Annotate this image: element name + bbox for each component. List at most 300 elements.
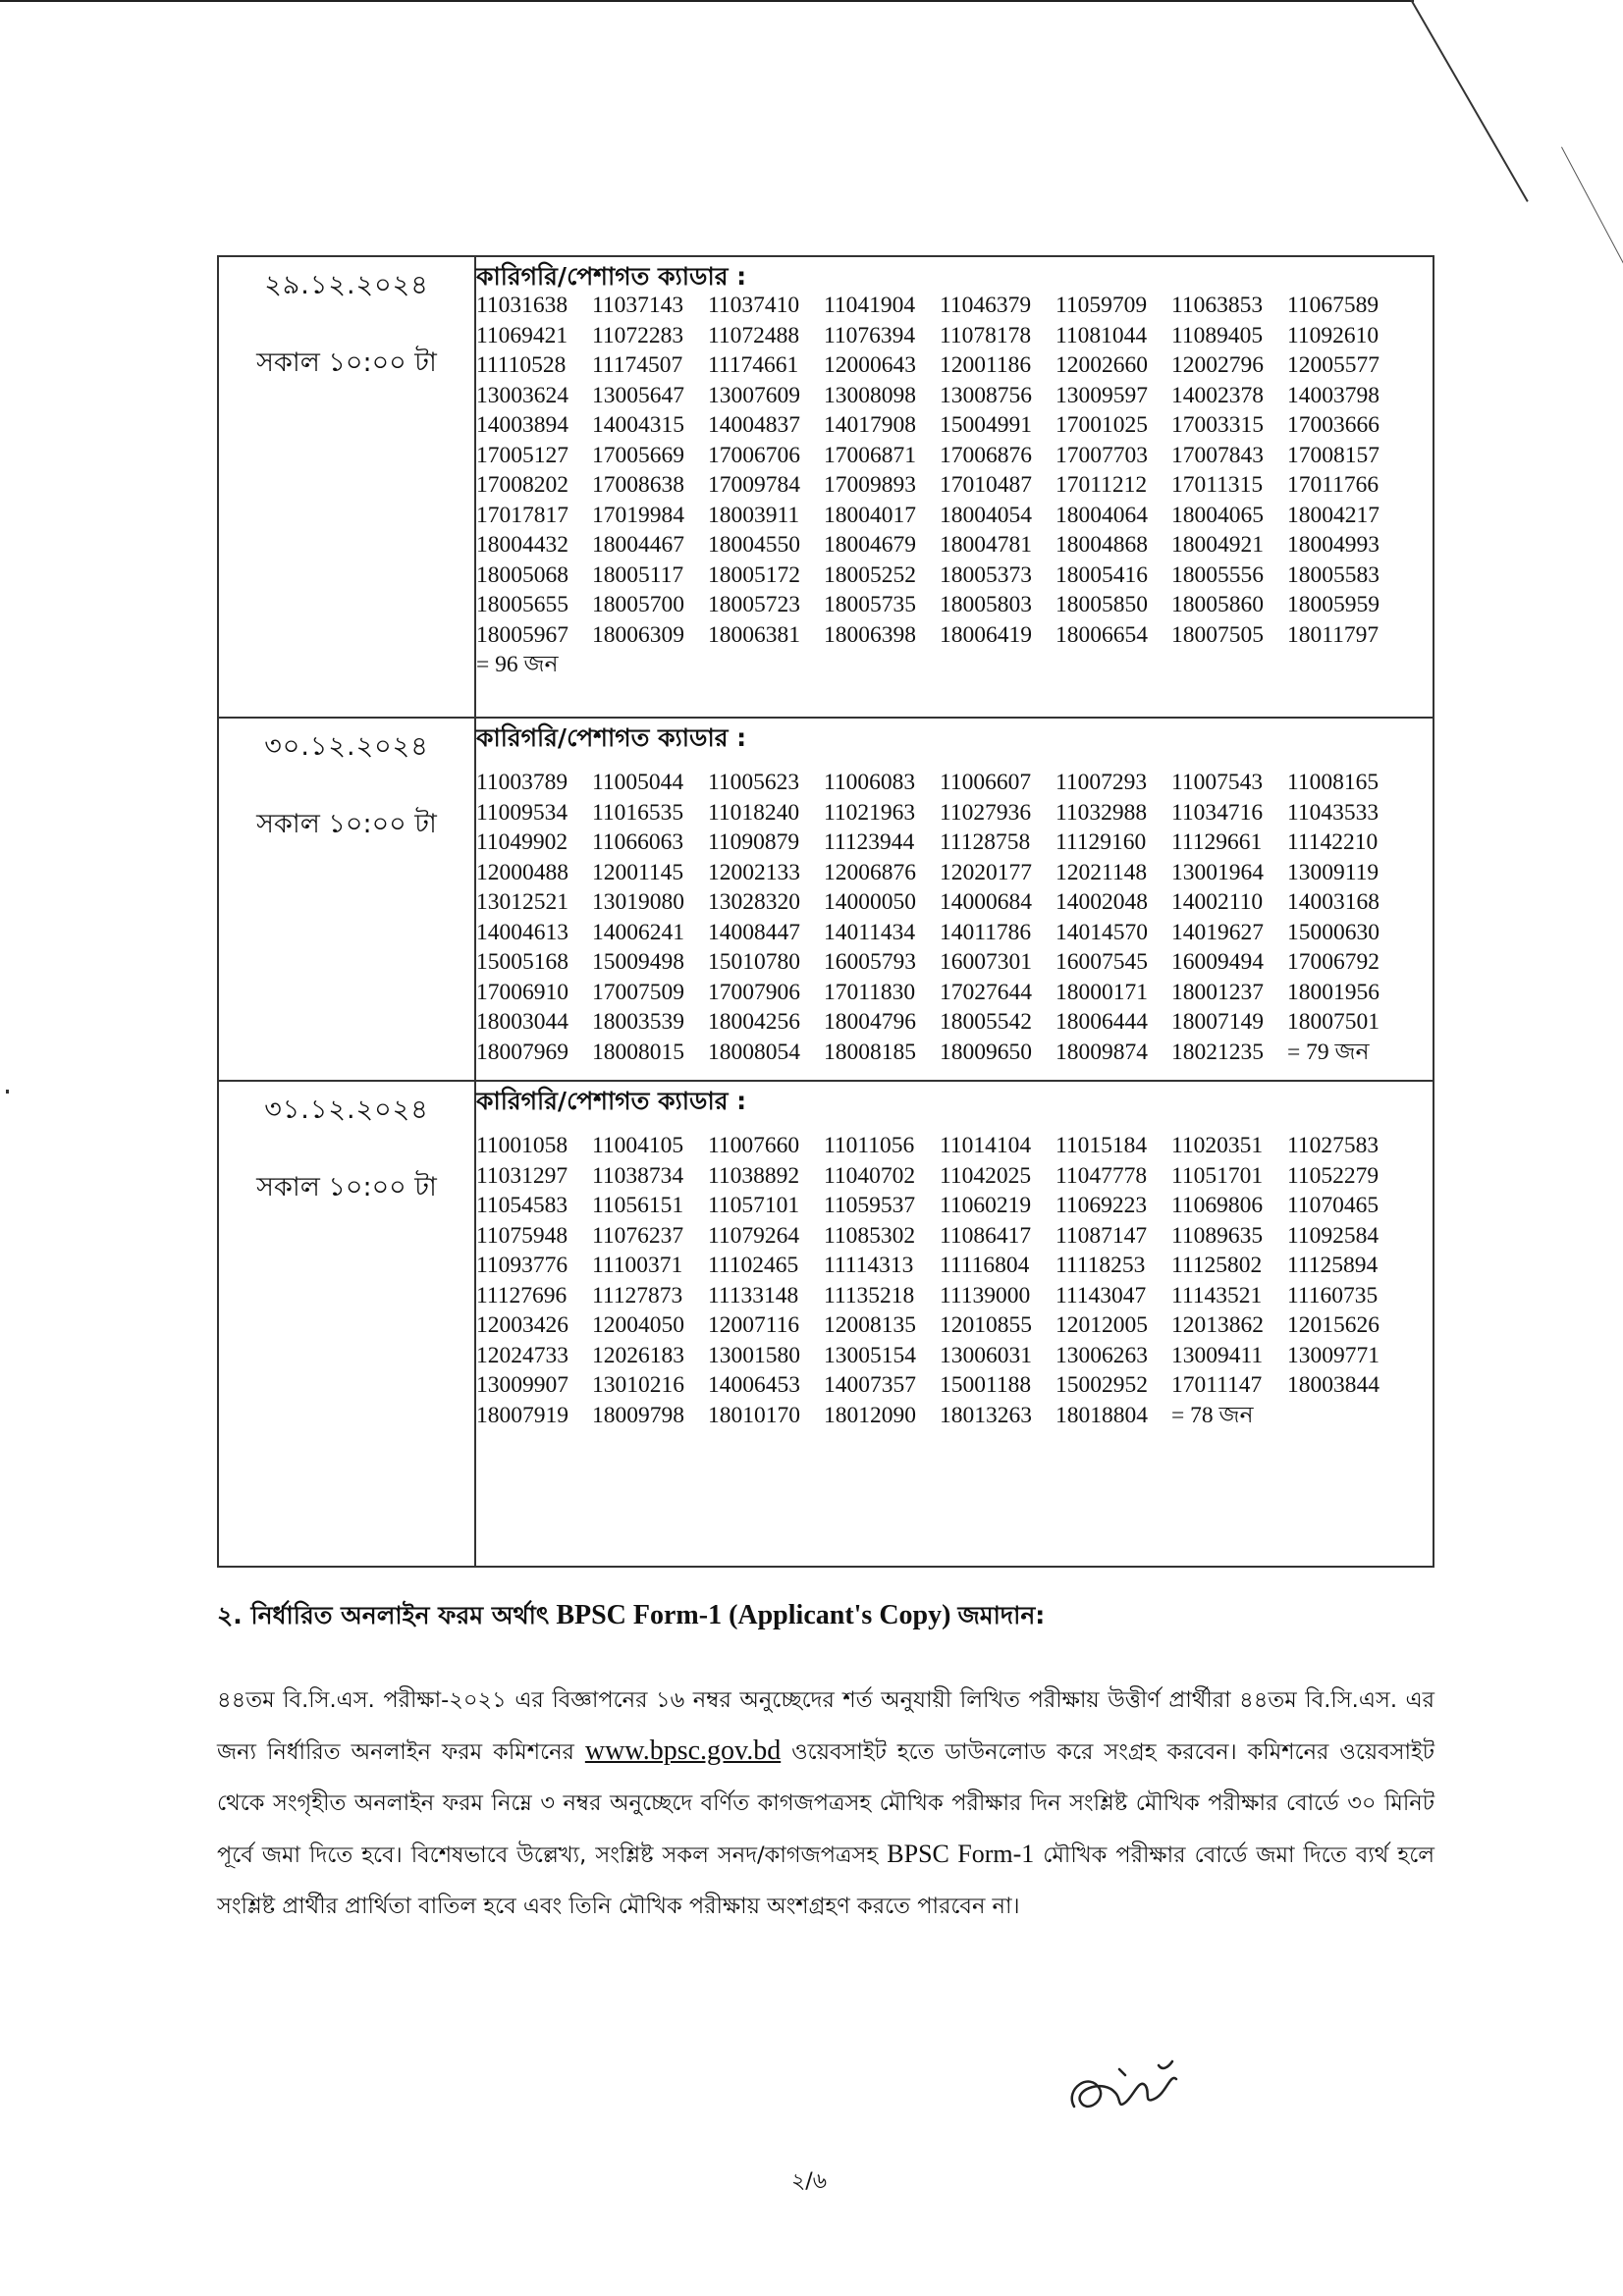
roll-number: 12001186 [940, 352, 1032, 378]
roll-number: 18018804 [1055, 1402, 1148, 1428]
roll-number: 12020177 [940, 859, 1032, 885]
roll-number: 18005416 [1055, 561, 1148, 588]
roll-number: 11114313 [824, 1253, 914, 1278]
scan-fold-line [1409, 0, 1529, 202]
roll-number: 13008756 [940, 382, 1032, 408]
roll-number: 11089405 [1171, 322, 1264, 348]
roll-number-row [476, 858, 1433, 888]
schedule-day-row [218, 718, 1434, 1081]
roll-number-row [476, 620, 1433, 651]
roll-number: 13006263 [1055, 1342, 1148, 1368]
roll-number: 12012005 [1055, 1312, 1148, 1338]
roll-number: 14014570 [1055, 919, 1148, 945]
schedule-day-row [218, 256, 1434, 718]
roll-number: 18004796 [824, 1009, 916, 1035]
instruction-paragraph [217, 1675, 1434, 1932]
roll-number: 11092610 [1287, 322, 1380, 348]
roll-number: 18008015 [592, 1039, 684, 1065]
roll-number-row [476, 470, 1433, 501]
roll-number: 17007703 [1055, 442, 1148, 468]
roll-number-row [476, 410, 1433, 441]
roll-number: 18005117 [592, 561, 684, 588]
roll-number-row [476, 291, 1433, 321]
roll-number: 11070465 [1287, 1193, 1380, 1218]
roll-number-row [476, 1221, 1433, 1252]
roll-number: 17001025 [1055, 412, 1148, 438]
roll-number: 18004064 [1055, 502, 1148, 528]
roll-number: 12002660 [1055, 352, 1148, 378]
roll-number: 11052279 [1287, 1162, 1380, 1189]
roll-number: 18008054 [708, 1039, 800, 1065]
roll-number: 17007509 [592, 979, 684, 1005]
roll-number: 11125802 [1171, 1253, 1263, 1278]
roll-number: 11092584 [1287, 1222, 1380, 1249]
roll-number: 11127696 [476, 1282, 568, 1308]
roll-number: 11123944 [824, 829, 915, 855]
roll-number: 17006706 [708, 442, 800, 468]
roll-number: 11046379 [940, 293, 1032, 318]
roll-number-row [476, 828, 1433, 858]
roll-number: 11040702 [824, 1162, 916, 1189]
roll-number: 17006910 [476, 979, 568, 1005]
roll-number: 18005583 [1287, 561, 1380, 588]
exam-date: ২৯.১২.২০২৪ [264, 270, 429, 300]
roll-number: 12002796 [1171, 352, 1264, 378]
roll-number-row [476, 947, 1433, 978]
roll-number: 17008157 [1287, 442, 1380, 468]
roll-number: 11142210 [1287, 829, 1379, 855]
roll-number: 12021148 [1055, 859, 1148, 885]
roll-number: 18009874 [1055, 1039, 1148, 1065]
roll-number: 11059709 [1055, 293, 1148, 318]
roll-number: 18005803 [940, 592, 1032, 617]
roll-number: 15000630 [1287, 919, 1380, 945]
roll-number: 13009597 [1055, 382, 1148, 408]
roll-number: 14000050 [824, 889, 916, 915]
roll-number: 18004256 [708, 1009, 800, 1035]
roll-number: 14006453 [708, 1372, 800, 1398]
roll-number: 11005044 [592, 770, 684, 795]
roll-number: 15002952 [1055, 1372, 1148, 1398]
roll-number: 18005252 [824, 561, 916, 588]
roll-number: 11020351 [1171, 1133, 1264, 1158]
roll-number: 11063853 [1171, 293, 1264, 318]
roll-number: 16007301 [940, 949, 1032, 975]
roll-number: 11143521 [1171, 1282, 1263, 1308]
roll-number: 14007357 [824, 1372, 916, 1398]
roll-number-row [476, 1401, 1433, 1431]
exam-time: সকাল ১০:০০ টা [256, 809, 437, 839]
roll-number: 11054583 [476, 1193, 568, 1218]
roll-number: 12013862 [1171, 1312, 1264, 1338]
roll-number: 11086417 [940, 1222, 1032, 1249]
roll-number: 12015626 [1287, 1312, 1380, 1338]
roll-number: 18004921 [1171, 532, 1264, 558]
roll-number: 18004467 [592, 532, 684, 558]
roll-number: 17011766 [1287, 472, 1380, 498]
roll-number: 11041904 [824, 293, 916, 318]
roll-number: 17011212 [1055, 472, 1148, 498]
cadre-heading: কারিগরি/পেশাগত ক্যাডার : [476, 1087, 747, 1115]
heading-form-name: BPSC Form-1 (Applicant's Copy) [556, 1600, 951, 1630]
roll-number: 11027583 [1287, 1133, 1380, 1158]
roll-number: 11034716 [1171, 799, 1264, 826]
roll-number: 12006876 [824, 859, 916, 885]
roll-number-row [476, 1251, 1433, 1281]
exam-date: ৩১.১২.২০২৪ [264, 1095, 429, 1125]
roll-number: 11076394 [824, 322, 916, 348]
roll-number: 11011056 [824, 1133, 915, 1158]
roll-number: 11060219 [940, 1193, 1032, 1218]
paragraph-text: মৌখিক পরীক্ষার বোর্ডে জমা দিতে ব্যর্থ হলে সংশ্লিষ্ট প্রার্থীর প্রার্থিতা বাতিল হবে এবং তিনি মৌখিক পরীক্ষায় অংশগ্রহণ করতে পারবেন না। [217, 1842, 1435, 1919]
roll-number: 11069421 [476, 322, 568, 348]
roll-number: 17010487 [940, 472, 1032, 498]
roll-number: 11009534 [476, 799, 568, 826]
roll-number: 11078178 [940, 322, 1032, 348]
roll-number: 11100371 [592, 1253, 683, 1278]
roll-number: 18003044 [476, 1009, 568, 1035]
roll-number: 12002133 [708, 859, 800, 885]
roll-number: 18004993 [1287, 532, 1380, 558]
roll-number: 14002110 [1171, 889, 1264, 915]
date-cell [218, 1081, 475, 1567]
roll-number: 13005647 [592, 382, 684, 408]
roll-number: 18003911 [708, 502, 800, 528]
viva-schedule-table [217, 255, 1434, 1568]
roll-number: 18006654 [1055, 621, 1148, 648]
roll-number-row [476, 441, 1433, 471]
roll-number: 18021235 [1171, 1039, 1264, 1065]
roll-number-row [476, 1310, 1433, 1341]
roll-number: 18006419 [940, 621, 1032, 648]
exam-time: সকাল ১০:০০ টা [256, 1172, 437, 1202]
roll-number: 17019984 [592, 502, 684, 528]
roll-number: 11133148 [708, 1282, 799, 1308]
roll-number: 15009498 [592, 949, 684, 975]
roll-number: 11042025 [940, 1162, 1032, 1189]
roll-number: 11069223 [1055, 1193, 1148, 1218]
roll-number: 13006031 [940, 1342, 1032, 1368]
date-cell [218, 718, 475, 1081]
roll-number-row [476, 1191, 1433, 1221]
roll-number-row [476, 1038, 1433, 1068]
roll-number: 18007969 [476, 1039, 568, 1065]
roll-number: 14019627 [1171, 919, 1264, 945]
roll-number: 14003894 [476, 412, 568, 438]
roll-number: 11018240 [708, 799, 800, 826]
roll-number: 18003539 [592, 1009, 684, 1035]
roll-number: 12003426 [476, 1312, 568, 1338]
roll-number: 17008638 [592, 472, 684, 498]
roll-number-row [476, 1370, 1433, 1401]
roll-number: 11059537 [824, 1193, 916, 1218]
roll-number: 17008202 [476, 472, 568, 498]
roll-number-row [476, 501, 1433, 531]
roll-number: 18005959 [1287, 592, 1380, 617]
roll-number: 18007149 [1171, 1009, 1264, 1035]
roll-number: 11089635 [1171, 1222, 1264, 1249]
candidate-total: = 96 জন [476, 652, 559, 677]
roll-number: 18011797 [1287, 621, 1380, 648]
section-heading [217, 1596, 1434, 1638]
roll-number: 12000643 [824, 352, 916, 378]
roll-number: 14008447 [708, 919, 800, 945]
roll-number: 11016535 [592, 799, 684, 826]
roll-number: 18005723 [708, 592, 800, 617]
roll-number: 18005700 [592, 592, 684, 617]
heading-text-bn: ২. নির্ধারিত অনলাইন ফরম অর্থাৎ [217, 1601, 550, 1629]
roll-number: 17005127 [476, 442, 568, 468]
roll-number: 11007293 [1055, 770, 1148, 795]
date-cell [218, 256, 475, 718]
roll-number: 11037143 [592, 293, 684, 318]
roll-number: 18004217 [1287, 502, 1380, 528]
schedule-day-row [218, 1081, 1434, 1567]
roll-number: 12007116 [708, 1312, 800, 1338]
roll-number: 14003798 [1287, 382, 1380, 408]
roll-number: 11032988 [1055, 799, 1148, 826]
roll-number: 13005154 [824, 1342, 916, 1368]
roll-number: 13009907 [476, 1372, 568, 1398]
roll-number: 18004550 [708, 532, 800, 558]
roll-number: 12010855 [940, 1312, 1032, 1338]
roll-number: 18006381 [708, 621, 800, 648]
roll-number: 11110528 [476, 352, 567, 378]
roll-number-row [476, 918, 1433, 948]
roll-number: 13009119 [1287, 859, 1380, 885]
roll-number: 13001964 [1171, 859, 1264, 885]
roll-number: 14002048 [1055, 889, 1148, 915]
roll-number: 15005168 [476, 949, 568, 975]
roll-number: 11006607 [940, 770, 1032, 795]
paragraph-text: ওয়েবসাইট হতে ডাউনলোড করে সংগ্রহ করবেন। কমিশনের ওয়েবসাইট থেকে সংগৃহীত অনলাইন ফরম নিম্নে ৩ নম্বর অনুচ্ছেদে বর্ণিত কাগজপত্রসহ মৌখিক পরীক্ষার দিন সংশ্লিষ্ট মৌখিক পরীক্ষার বোর্ডে ৩০ মিনিট পূর্বে জমা দিতে হবে। বিশেষভাবে উল্লেখ্য, সংশ্লিষ্ট সকল সনদ/কাগজপত্রসহ [217, 1739, 1435, 1868]
roll-number: 18005556 [1171, 561, 1264, 588]
roll-number: 17006792 [1287, 949, 1380, 975]
roll-number: 18001956 [1287, 979, 1380, 1005]
roll-number: 14000684 [940, 889, 1032, 915]
roll-number: 11043533 [1287, 799, 1380, 826]
roll-number: 12005577 [1287, 352, 1380, 378]
roll-number: 14003168 [1287, 889, 1380, 915]
roll-number: 11076237 [592, 1222, 684, 1249]
roll-number: 15010780 [708, 949, 800, 975]
roll-number: 11003789 [476, 770, 568, 795]
roll-number: 18008185 [824, 1039, 916, 1065]
roll-number: 13007609 [708, 382, 800, 408]
roll-number: 18004868 [1055, 532, 1148, 558]
roll-list-cell [475, 718, 1434, 1081]
roll-number: 17007843 [1171, 442, 1264, 468]
roll-number: 11051701 [1171, 1162, 1264, 1189]
roll-number: 11079264 [708, 1222, 800, 1249]
roll-number: 11001058 [476, 1133, 568, 1158]
roll-number: 16007545 [1055, 949, 1148, 975]
roll-number: 17006871 [824, 442, 916, 468]
roll-number: 11007660 [708, 1133, 800, 1158]
exam-date: ৩০.১২.২০২৪ [264, 731, 429, 762]
roll-number: 12000488 [476, 859, 568, 885]
roll-number: 14011786 [940, 919, 1032, 945]
roll-number: 18009798 [592, 1402, 684, 1428]
roll-number: 18000171 [1055, 979, 1148, 1005]
roll-number: 11139000 [940, 1282, 1031, 1308]
roll-number: 11125894 [1287, 1253, 1379, 1278]
roll-number: 15001188 [940, 1372, 1032, 1398]
roll-number: 11093776 [476, 1253, 568, 1278]
roll-number: 11027936 [940, 799, 1032, 826]
roll-number: 11037410 [708, 293, 800, 318]
roll-number: 11174507 [592, 352, 683, 378]
roll-number: 11085302 [824, 1222, 916, 1249]
roll-number-row [476, 768, 1433, 798]
roll-number-row [476, 887, 1433, 918]
roll-number: 11116804 [940, 1253, 1030, 1278]
roll-number: 11069806 [1171, 1193, 1264, 1218]
roll-number: 17006876 [940, 442, 1032, 468]
roll-number-row [476, 350, 1433, 381]
roll-number: 11087147 [1055, 1222, 1148, 1249]
roll-number: 13019080 [592, 889, 684, 915]
roll-number-row [476, 561, 1433, 591]
roll-number: 17009784 [708, 472, 800, 498]
roll-number: 17011147 [1171, 1372, 1263, 1398]
roll-number: 12008135 [824, 1312, 916, 1338]
roll-number: 17003666 [1287, 412, 1380, 438]
roll-number: 12001145 [592, 859, 684, 885]
roll-number: 18004017 [824, 502, 916, 528]
roll-number: 14002378 [1171, 382, 1264, 408]
roll-number: 18001237 [1171, 979, 1264, 1005]
roll-number: 14011434 [824, 919, 916, 945]
roll-number: 14004613 [476, 919, 568, 945]
roll-number: 18005172 [708, 561, 800, 588]
roll-number: 11066063 [592, 829, 684, 855]
roll-number-row [476, 798, 1433, 828]
roll-number-row [476, 1341, 1433, 1371]
roll-number: 11081044 [1055, 322, 1148, 348]
roll-number-row [476, 1131, 1433, 1161]
roll-list-cell [475, 1081, 1434, 1567]
roll-number: 18007505 [1171, 621, 1264, 648]
roll-number: 12004050 [592, 1312, 684, 1338]
candidate-total: = 78 জন [1171, 1402, 1254, 1428]
roll-number: 13009771 [1287, 1342, 1380, 1368]
roll-number: 11004105 [592, 1133, 684, 1158]
roll-number: 18009650 [940, 1039, 1032, 1065]
roll-number: 13012521 [476, 889, 568, 915]
roll-number: 18004054 [940, 502, 1032, 528]
roll-number: 18006398 [824, 621, 916, 648]
roll-number: 13010216 [592, 1372, 684, 1398]
roll-number: 18012090 [824, 1402, 916, 1428]
scan-fold-line [1561, 147, 1623, 269]
roll-number: 11007543 [1171, 770, 1264, 795]
cadre-heading: কারিগরি/পেশাগত ক্যাডার : [476, 262, 747, 291]
roll-number: 11128758 [940, 829, 1031, 855]
roll-number: 18013263 [940, 1402, 1032, 1428]
roll-number: 11049902 [476, 829, 568, 855]
roll-number: 17017817 [476, 502, 568, 528]
roll-number: 11038734 [592, 1162, 684, 1189]
cadre-heading: কারিগরি/পেশাগত ক্যাডার : [476, 723, 747, 752]
roll-number: 17007906 [708, 979, 800, 1005]
roll-number: 11090879 [708, 829, 800, 855]
roll-number: 18005373 [940, 561, 1032, 588]
paragraph-text: ৪৪তম বি.সি.এস. পরীক্ষা-২০২১ এর বিজ্ঞাপনের ১৬ নম্বর অনুচ্ছেদের শর্ত অনুযায়ী লিখিত পরীক্ষায় উত্তীর্ণ প্রার্থীরা ৪৪তম বি.সি.এস. এর জন্য নির্ধারিত অনলাইন ফরম কমিশনের [217, 1687, 1434, 1765]
roll-number: 15004991 [940, 412, 1032, 438]
roll-number: 11006083 [824, 770, 916, 795]
roll-number: 17027644 [940, 979, 1032, 1005]
roll-number: 11015184 [1055, 1133, 1148, 1158]
roll-number: 11129160 [1055, 829, 1147, 855]
roll-number: 11102465 [708, 1253, 799, 1278]
roll-number-row [476, 321, 1433, 351]
roll-number: 18006309 [592, 621, 684, 648]
roll-number: 13003624 [476, 382, 568, 408]
roll-number: 18005850 [1055, 592, 1148, 617]
page-number: ২/৬ [791, 2169, 828, 2194]
roll-number: 13008098 [824, 382, 916, 408]
roll-number-row [476, 1007, 1433, 1038]
roll-number: 12026183 [592, 1342, 684, 1368]
roll-number: 11038892 [708, 1162, 800, 1189]
roll-number: 14004315 [592, 412, 684, 438]
roll-number: 18004432 [476, 532, 568, 558]
roll-number: 18005655 [476, 592, 568, 617]
roll-list-cell [475, 256, 1434, 718]
roll-number: 18006444 [1055, 1009, 1148, 1035]
roll-number: 18007919 [476, 1402, 568, 1428]
roll-number: 17011315 [1171, 472, 1264, 498]
scan-speck [6, 1090, 9, 1094]
exam-time: সকাল ১০:০০ টা [256, 347, 437, 378]
roll-number: 11129661 [1171, 829, 1263, 855]
roll-number: 11135218 [824, 1282, 915, 1308]
roll-number-row [476, 1281, 1433, 1311]
roll-number: 11174661 [708, 352, 799, 378]
roll-number: 11014104 [940, 1133, 1032, 1158]
website-link[interactable]: www.bpsc.gov.bd [584, 1735, 782, 1766]
roll-number: 14017908 [824, 412, 916, 438]
roll-number: 17011830 [824, 979, 916, 1005]
roll-number: 11056151 [592, 1193, 684, 1218]
roll-number: 16009494 [1171, 949, 1264, 975]
roll-number: 11031638 [476, 293, 568, 318]
roll-number: 18010170 [708, 1402, 800, 1428]
roll-number: 11008165 [1287, 770, 1380, 795]
roll-number: 14004837 [708, 412, 800, 438]
roll-number: 17009893 [824, 472, 916, 498]
roll-number: 18005735 [824, 592, 916, 617]
roll-number: 11143047 [1055, 1282, 1147, 1308]
roll-number: 11072488 [708, 322, 800, 348]
roll-number: 11127873 [592, 1282, 683, 1308]
roll-number: 12024733 [476, 1342, 568, 1368]
roll-number: 11021963 [824, 799, 916, 826]
form-name: BPSC Form-1 [887, 1840, 1035, 1868]
roll-number: 17003315 [1171, 412, 1264, 438]
roll-number: 11118253 [1055, 1253, 1146, 1278]
signature-image [1060, 2050, 1198, 2128]
roll-number: 18003844 [1287, 1372, 1380, 1398]
roll-number: 11067589 [1287, 293, 1380, 318]
roll-number: 11031297 [476, 1162, 568, 1189]
roll-number: 11075948 [476, 1222, 568, 1249]
roll-number-row [476, 1161, 1433, 1192]
roll-number: 11160735 [1287, 1282, 1379, 1308]
roll-number-row [476, 530, 1433, 561]
roll-number: 18004679 [824, 532, 916, 558]
